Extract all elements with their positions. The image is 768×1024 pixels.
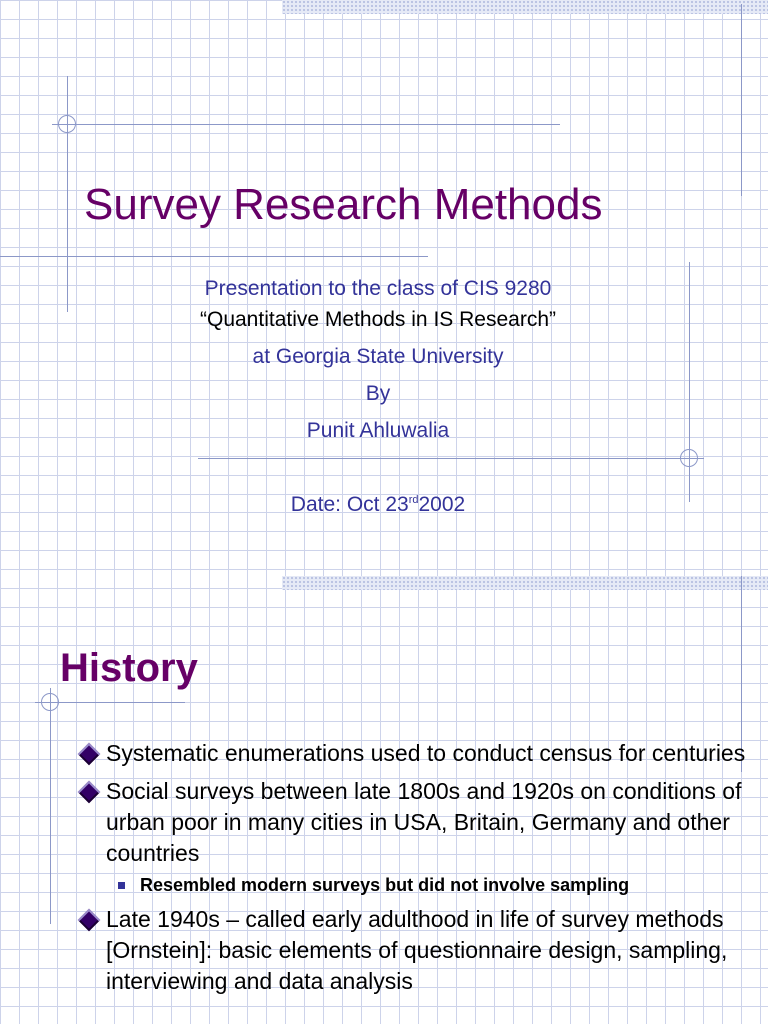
- list-item: [74, 904, 754, 997]
- diamond-bullet-icon: [78, 781, 101, 804]
- decor-hline: [0, 256, 428, 257]
- date-prefix: Date: Oct 23: [290, 493, 409, 512]
- decor-hline: [198, 458, 704, 459]
- sub-bullet-text: Resembled modern surveys but did not involve sampling: [140, 875, 630, 895]
- decor-vline: [741, 4, 742, 196]
- list-item: [74, 738, 754, 769]
- sub-list-item: [74, 872, 754, 898]
- decor-hline: [52, 124, 560, 125]
- slide-title-text: Survey Research Methods: [84, 180, 603, 229]
- bullet-list: [74, 738, 754, 1004]
- author-line: Punit Ahluwalia: [306, 419, 450, 442]
- crosshair-circle-icon: [58, 115, 76, 133]
- slide-history-title: History: [60, 646, 198, 690]
- presentation-line: Presentation to the class of CIS 9280: [204, 277, 552, 300]
- crosshair-circle-icon: [680, 449, 698, 467]
- date-year: 2002: [418, 493, 466, 512]
- bullet-text: Systematic enumerations used to conduct census for centuries: [106, 740, 746, 766]
- bullet-text: Social surveys between late 1800s and 1920s on conditions of urban poor in many cities in USA, Britain, Germany and other countries: [106, 778, 742, 866]
- crosshair-circle-icon: [41, 693, 59, 711]
- university-line: at Georgia State University: [252, 345, 504, 368]
- square-bullet-icon: [118, 882, 125, 889]
- bullet-text: Late 1940s – called early adulthood in life of survey methods [Ornstein]: basic elements of questionnaire design, sampling, interviewing and data analysis: [106, 906, 728, 994]
- slide-history: [0, 512, 768, 1024]
- by-line: By: [365, 382, 391, 405]
- decor-vline: [50, 688, 51, 924]
- date-ordinal: rd: [408, 494, 419, 506]
- date-line: [0, 493, 756, 512]
- diamond-bullet-icon: [78, 909, 101, 932]
- diamond-bullet-icon: [78, 743, 101, 766]
- list-item: [74, 776, 754, 869]
- dotted-band: [282, 576, 768, 590]
- course-line: “Quantitative Methods in IS Research”: [200, 308, 556, 331]
- dotted-band: [282, 0, 768, 14]
